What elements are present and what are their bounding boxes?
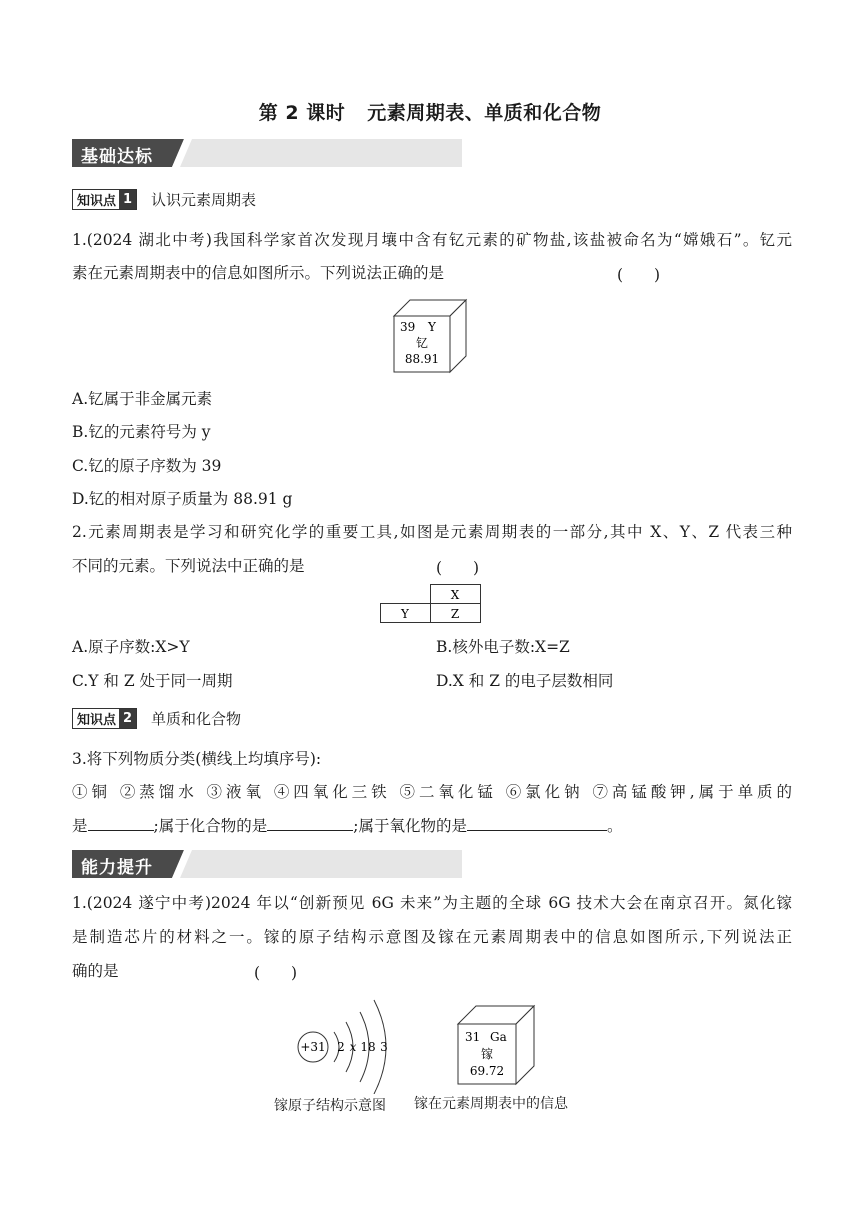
atom-shell-3: 18 <box>360 1040 376 1054</box>
q1-stem-line1: 1.(2024 湖北中考)我国科学家首次发现月壤中含有钇元素的矿物盐,该盐被命名为“嫦娥石”。钇元 <box>72 231 792 249</box>
lesson-number: 第 2 课时 <box>258 102 346 124</box>
knowledge-point-2 <box>72 707 241 729</box>
q3-stem-line2: ①铜 ②蒸馏水 ③液氧 ④四氧化三铁 ⑤二氧化锰 ⑥氯化钠 ⑦高锰酸钾,属于单质的 <box>72 783 792 801</box>
answer-blank-compounds[interactable] <box>267 816 353 831</box>
q2-option-a: A.原子序数:X>Y <box>72 638 190 656</box>
q2-stem-line2: 不同的元素。下列说法中正确的是 <box>72 557 305 575</box>
element-cell-caption: 镓在元素周期表中的信息 <box>414 1096 568 1112</box>
a1-stem-line3: 确的是 <box>72 962 119 980</box>
cell-atomic-number: 31 <box>465 1030 481 1044</box>
q2-option-b: B.核外电子数:X=Z <box>436 638 570 656</box>
q2-option-c: C.Y 和 Z 处于同一周期 <box>72 672 233 690</box>
knowledge-point-1 <box>72 188 256 210</box>
cell-symbol: Y <box>428 320 436 334</box>
lesson-topic: 元素周期表、单质和化合物 <box>367 102 602 124</box>
q1-option-d: D.钇的相对原子质量为 88.91 g <box>72 490 293 508</box>
q2-table-fragment <box>380 584 482 624</box>
q1-stem-line2: 素在元素周期表中的信息如图所示。下列说法正确的是 <box>72 264 445 282</box>
q2-answer-paren: ( ) <box>436 559 480 577</box>
section-banner-basic <box>72 139 462 167</box>
page-title <box>0 98 860 125</box>
kp-badge-label: 知识点 <box>77 712 117 728</box>
cell-mass: 69.72 <box>469 1064 505 1078</box>
table-cell-y: Y <box>401 607 409 621</box>
a1-stem-line2: 是制造芯片的材料之一。镓的原子结构示意图及镓在元素周期表中的信息如图所示,下列说法正 <box>72 928 792 946</box>
q1-answer-paren: ( ) <box>617 266 661 284</box>
q1-element-cell <box>392 298 468 374</box>
cell-atomic-number: 39 <box>400 320 416 334</box>
answer-blank-oxides[interactable] <box>467 816 607 831</box>
cell-name: 钇 <box>415 336 429 350</box>
gallium-element-cell <box>456 1004 536 1086</box>
section-banner-advanced <box>72 850 462 878</box>
a1-answer-paren: ( ) <box>254 964 298 982</box>
kp-badge-number: 1 <box>119 190 136 209</box>
kp-badge <box>72 189 137 210</box>
q1-option-a: A.钇属于非金属元素 <box>72 390 213 408</box>
q3-text-3: ;属于氧化物的是 <box>353 817 467 835</box>
kp-badge-number: 2 <box>119 709 136 728</box>
table-cell-x: X <box>450 588 460 602</box>
kp-badge-label: 知识点 <box>77 193 117 209</box>
q2-stem-line1: 2.元素周期表是学习和研究化学的重要工具,如图是元素周期表的一部分,其中 X、Y、Z 代表三种 <box>72 523 792 541</box>
atom-nucleus: +31 <box>300 1040 326 1054</box>
q3-text-1: 是 <box>72 817 88 835</box>
atom-shell-1: 2 <box>337 1040 345 1054</box>
answer-blank-elements[interactable] <box>88 816 154 831</box>
q2-option-d: D.X 和 Z 的电子层数相同 <box>436 672 614 690</box>
q3-stem-line3 <box>72 816 792 836</box>
kp-title: 单质和化合物 <box>151 709 242 728</box>
q3-text-4: 。 <box>606 817 623 835</box>
kp-title: 认识元素周期表 <box>151 190 257 209</box>
atom-shell-4: 3 <box>380 1040 388 1054</box>
atom-shell-2: x <box>349 1040 357 1054</box>
section-title-basic: 基础达标 <box>81 147 153 167</box>
kp-badge <box>72 708 137 729</box>
q3-stem-line1: 3.将下列物质分类(横线上均填序号): <box>72 750 322 768</box>
table-cell-z: Z <box>450 607 460 621</box>
q3-text-2: ;属于化合物的是 <box>153 817 268 835</box>
section-title-advanced: 能力提升 <box>81 858 153 878</box>
cell-mass: 88.91 <box>404 352 440 366</box>
q1-option-b: B.钇的元素符号为 y <box>72 423 211 441</box>
cell-name: 镓 <box>480 1047 494 1061</box>
atom-diagram-caption: 镓原子结构示意图 <box>274 1098 386 1114</box>
cell-symbol: Ga <box>490 1030 507 1044</box>
gallium-atom-diagram <box>290 994 400 1094</box>
q1-option-c: C.钇的原子序数为 39 <box>72 457 222 475</box>
a1-stem-line1: 1.(2024 遂宁中考)2024 年以“创新预见 6G 未来”为主题的全球 6G 技术大会在南京召开。氮化镓 <box>72 894 792 912</box>
